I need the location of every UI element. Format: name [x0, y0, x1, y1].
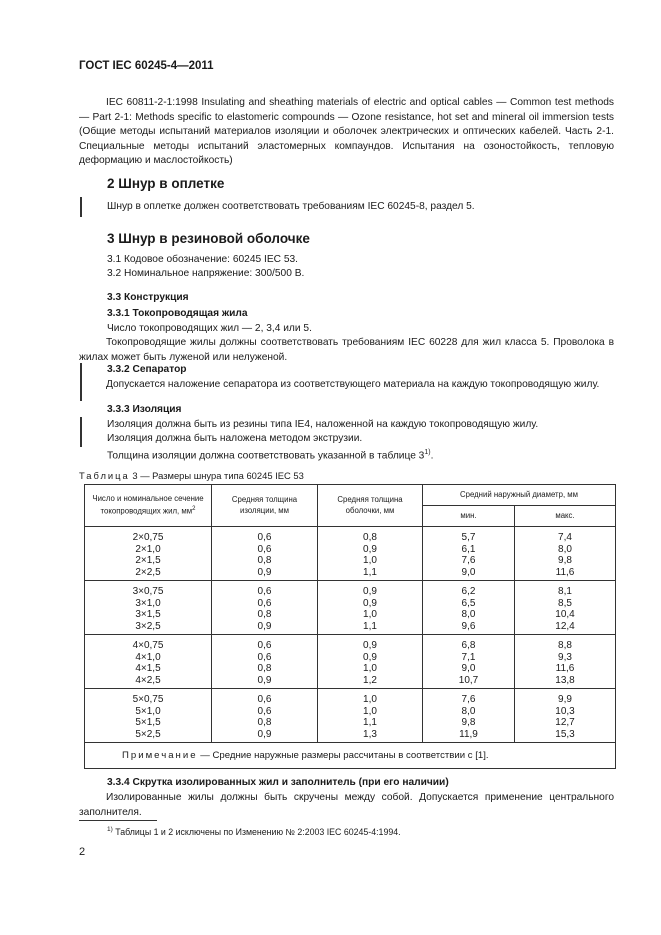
page-number: 2	[79, 846, 86, 858]
heading-3-3-1: 3.3.1 Токопроводящая жила	[107, 308, 248, 319]
cell-value: 7,6	[461, 694, 476, 705]
footnote-text: Таблицы 1 и 2 исключены по Изменению № 2:2003 IEC 60245-4:1994.	[112, 826, 401, 837]
cell-value: 0,8	[363, 532, 377, 543]
cell-value: 5×1,0	[135, 705, 161, 717]
cell-size	[85, 581, 212, 635]
cell-insulation	[212, 527, 318, 581]
footnote-separator	[79, 820, 157, 821]
col-header-size-sup: 2	[192, 506, 196, 513]
cell-insulation	[212, 689, 318, 743]
cell-value: 1,0	[363, 663, 377, 674]
cell-value: 8,8	[558, 640, 572, 651]
para-3-3-4: Изолированные жилы должны быть скручены между собой. Допускается применение центрального заполнителя.	[79, 792, 614, 818]
change-bar	[80, 197, 82, 217]
cell-value: 0,6	[257, 532, 272, 543]
cell-value: 4×1,5	[135, 663, 161, 674]
cell-value: 0,8	[257, 555, 272, 566]
table-caption-label: Таблица	[79, 470, 130, 481]
cell-value: 8,0	[461, 705, 476, 717]
cell-value: 9,0	[461, 566, 476, 578]
cell-value: 4×0,75	[132, 640, 164, 651]
cell-value: 3×0,75	[132, 586, 164, 597]
cell-value: 10,4	[555, 609, 575, 620]
dimensions-table	[84, 484, 616, 769]
cell-value: 7,1	[461, 651, 476, 663]
cell-value: 1,0	[363, 609, 377, 620]
cell-value: 1,3	[363, 728, 377, 740]
heading-3-3-2: 3.3.2 Сепаратор	[107, 364, 187, 375]
cell-value: 0,9	[363, 586, 377, 597]
cell-value: 1,0	[363, 705, 377, 717]
col-header-min: мин.	[423, 506, 515, 527]
cell-value: 0,9	[363, 651, 377, 663]
cell-value: 0,9	[257, 620, 272, 632]
para-3-3-3c-text: Толщина изоляции должна соответствовать указанной в таблице 3	[107, 450, 425, 462]
cell-value: 0,6	[257, 543, 272, 555]
cell-value: 6,1	[461, 543, 476, 555]
cell-value: 0,6	[257, 651, 272, 663]
cell-value: 0,9	[363, 597, 377, 609]
cell-value: 2×1,0	[135, 543, 161, 555]
table-caption	[79, 470, 304, 481]
cell-value: 9,9	[558, 694, 572, 705]
cell-value: 0,6	[257, 694, 272, 705]
cell-value: 0,8	[257, 609, 272, 620]
cell-sheath	[318, 635, 423, 689]
cell-value: 1,1	[363, 717, 377, 728]
heading-3-3-4: 3.3.4 Скрутка изолированных жил и заполнитель (при его наличии)	[107, 777, 449, 788]
table-body	[85, 527, 616, 743]
cell-value: 1,2	[363, 674, 377, 686]
cell-value: 0,8	[257, 717, 272, 728]
cell-value: 9,8	[461, 717, 476, 728]
cell-value: 3×1,5	[135, 609, 161, 620]
cell-value: 0,9	[363, 640, 377, 651]
cell-value: 12,7	[555, 717, 575, 728]
section-3-title: 3 Шнур в резиновой оболочке	[107, 231, 310, 246]
footnote-mark: 1)	[107, 826, 113, 833]
cell-max	[515, 689, 616, 743]
cell-value: 11,9	[459, 728, 478, 740]
cell-value: 3×2,5	[135, 620, 161, 632]
table-row-group	[85, 527, 616, 581]
col-header-sheath: Средняя толщина оболочки, мм	[318, 485, 423, 527]
cell-value: 0,6	[257, 586, 272, 597]
para-3-3-3a: Изоляция должна быть из резины типа IE4, наложенной на каждую токопроводящую жилу.	[107, 419, 539, 430]
col-header-insulation: Средняя толщина изоляции, мм	[212, 485, 318, 527]
cell-max	[515, 527, 616, 581]
col-header-size	[85, 485, 212, 527]
cell-size	[85, 527, 212, 581]
cell-value: 4×2,5	[135, 674, 161, 686]
cell-value: 8,0	[558, 543, 572, 555]
cell-value: 12,4	[555, 620, 575, 632]
table-note	[85, 743, 616, 769]
cell-min	[423, 527, 515, 581]
cell-sheath	[318, 689, 423, 743]
cell-value: 0,6	[257, 640, 272, 651]
document-header: ГОСТ IEC 60245-4—2011	[79, 60, 214, 72]
cell-value: 7,4	[558, 532, 572, 543]
col-header-max: макс.	[515, 506, 616, 527]
cell-max	[515, 635, 616, 689]
col-header-size-text: Число и номинальное сечение токопроводящих жил, мм	[92, 493, 204, 516]
table-note-text: — Средние наружные размеры рассчитаны в соответствии с [1].	[197, 750, 489, 761]
cell-value: 0,9	[257, 674, 272, 686]
change-bar	[80, 417, 82, 447]
para-3-1: 3.1 Кодовое обозначение: 60245 IEC 53.	[107, 254, 298, 265]
footnote-ref: 1)	[424, 449, 431, 456]
table-note-label: Примечание	[122, 750, 198, 761]
cell-value: 4×1,0	[135, 651, 161, 663]
cell-max	[515, 581, 616, 635]
cell-value: 9,8	[558, 555, 572, 566]
cell-value: 3×1,0	[135, 597, 161, 609]
cell-value: 1,0	[363, 555, 377, 566]
para-3-3-1a: Число токопроводящих жил — 2, 3,4 или 5.	[107, 323, 312, 334]
section-2-title: 2 Шнур в оплетке	[107, 176, 225, 191]
cell-value: 15,3	[555, 728, 575, 740]
cell-insulation	[212, 581, 318, 635]
para-3-2: 3.2 Номинальное напряжение: 300/500 В.	[107, 268, 305, 279]
cell-value: 0,9	[363, 543, 377, 555]
footnote	[107, 826, 401, 837]
cell-size	[85, 635, 212, 689]
cell-value: 1,0	[363, 694, 377, 705]
cell-value: 6,2	[461, 586, 476, 597]
para-3-3-3c-end: .	[430, 450, 434, 462]
cell-value: 10,7	[458, 674, 479, 686]
para-3-3-1b: Токопроводящие жилы должны соответствовать требованиям IEC 60228 для жил класса 5. Проволока в жилах может быть луженой или нелуженой.	[79, 337, 614, 363]
cell-value: 5×0,75	[132, 694, 164, 705]
heading-3-3: 3.3 Конструкция	[107, 292, 189, 303]
cell-min	[423, 689, 515, 743]
section-2-text: Шнур в оплетке должен соответствовать требованиям IEC 60245-8, раздел 5.	[107, 201, 475, 212]
cell-value: 0,6	[257, 597, 272, 609]
table-row-group	[85, 581, 616, 635]
cell-value: 1,1	[363, 566, 377, 578]
cell-value: 1,1	[363, 620, 377, 632]
cell-value: 11,6	[555, 566, 575, 578]
cell-value: 6,5	[461, 597, 476, 609]
cell-value: 0,9	[257, 728, 272, 740]
cell-value: 8,5	[558, 597, 572, 609]
cell-value: 6,8	[461, 640, 476, 651]
table-caption-text: 3 — Размеры шнура типа 60245 IEC 53	[129, 470, 304, 481]
cell-value: 8,0	[461, 609, 476, 620]
heading-3-3-3: 3.3.3 Изоляция	[107, 404, 182, 415]
cell-value: 0,8	[257, 663, 272, 674]
table-row-group	[85, 635, 616, 689]
cell-insulation	[212, 635, 318, 689]
para-3-3-2: Допускается наложение сепаратора из соответствующего материала на каждую токопроводящую жилу.	[106, 379, 600, 390]
cell-value: 5,7	[461, 532, 476, 543]
cell-value: 2×2,5	[135, 566, 161, 578]
cell-value: 13,8	[555, 674, 575, 686]
cell-value: 0,6	[257, 705, 272, 717]
cell-min	[423, 635, 515, 689]
para-3-3-3b: Изоляция должна быть наложена методом экструзии.	[107, 433, 363, 444]
col-header-outer-diameter: Средний наружный диаметр, мм	[423, 485, 616, 506]
cell-min	[423, 581, 515, 635]
cell-value: 8,1	[558, 586, 572, 597]
cell-value: 7,6	[461, 555, 476, 566]
cell-value: 2×0,75	[132, 532, 164, 543]
para-3-3-3c	[107, 446, 433, 464]
cell-value: 9,0	[461, 663, 476, 674]
cell-sheath	[318, 581, 423, 635]
cell-value: 5×2,5	[135, 728, 161, 740]
cell-value: 10,3	[555, 705, 575, 717]
cell-value: 9,3	[558, 651, 572, 663]
cell-value: 9,6	[461, 620, 476, 632]
cell-value: 5×1,5	[135, 717, 161, 728]
cell-sheath	[318, 527, 423, 581]
cell-value: 11,6	[555, 663, 575, 674]
table-row-group	[85, 689, 616, 743]
cell-size	[85, 689, 212, 743]
cell-value: 0,9	[257, 566, 272, 578]
cell-value: 2×1,5	[135, 555, 161, 566]
intro-paragraph: IEC 60811-2-1:1998 Insulating and sheathing materials of electric and optical cables — Common test methods — Part 2-1: Methods specific to elastomeric compounds — Ozone resistance, hot set and mineral oil immersion tests (Общие методы испытаний материалов изоляции и оболочек электрических и оптических кабелей. Часть 2-1. Специальные методы испытаний эластомерных компаундов. Испытания на озоностойкость, тепловую деформацию и маслостойкость)	[79, 97, 614, 166]
